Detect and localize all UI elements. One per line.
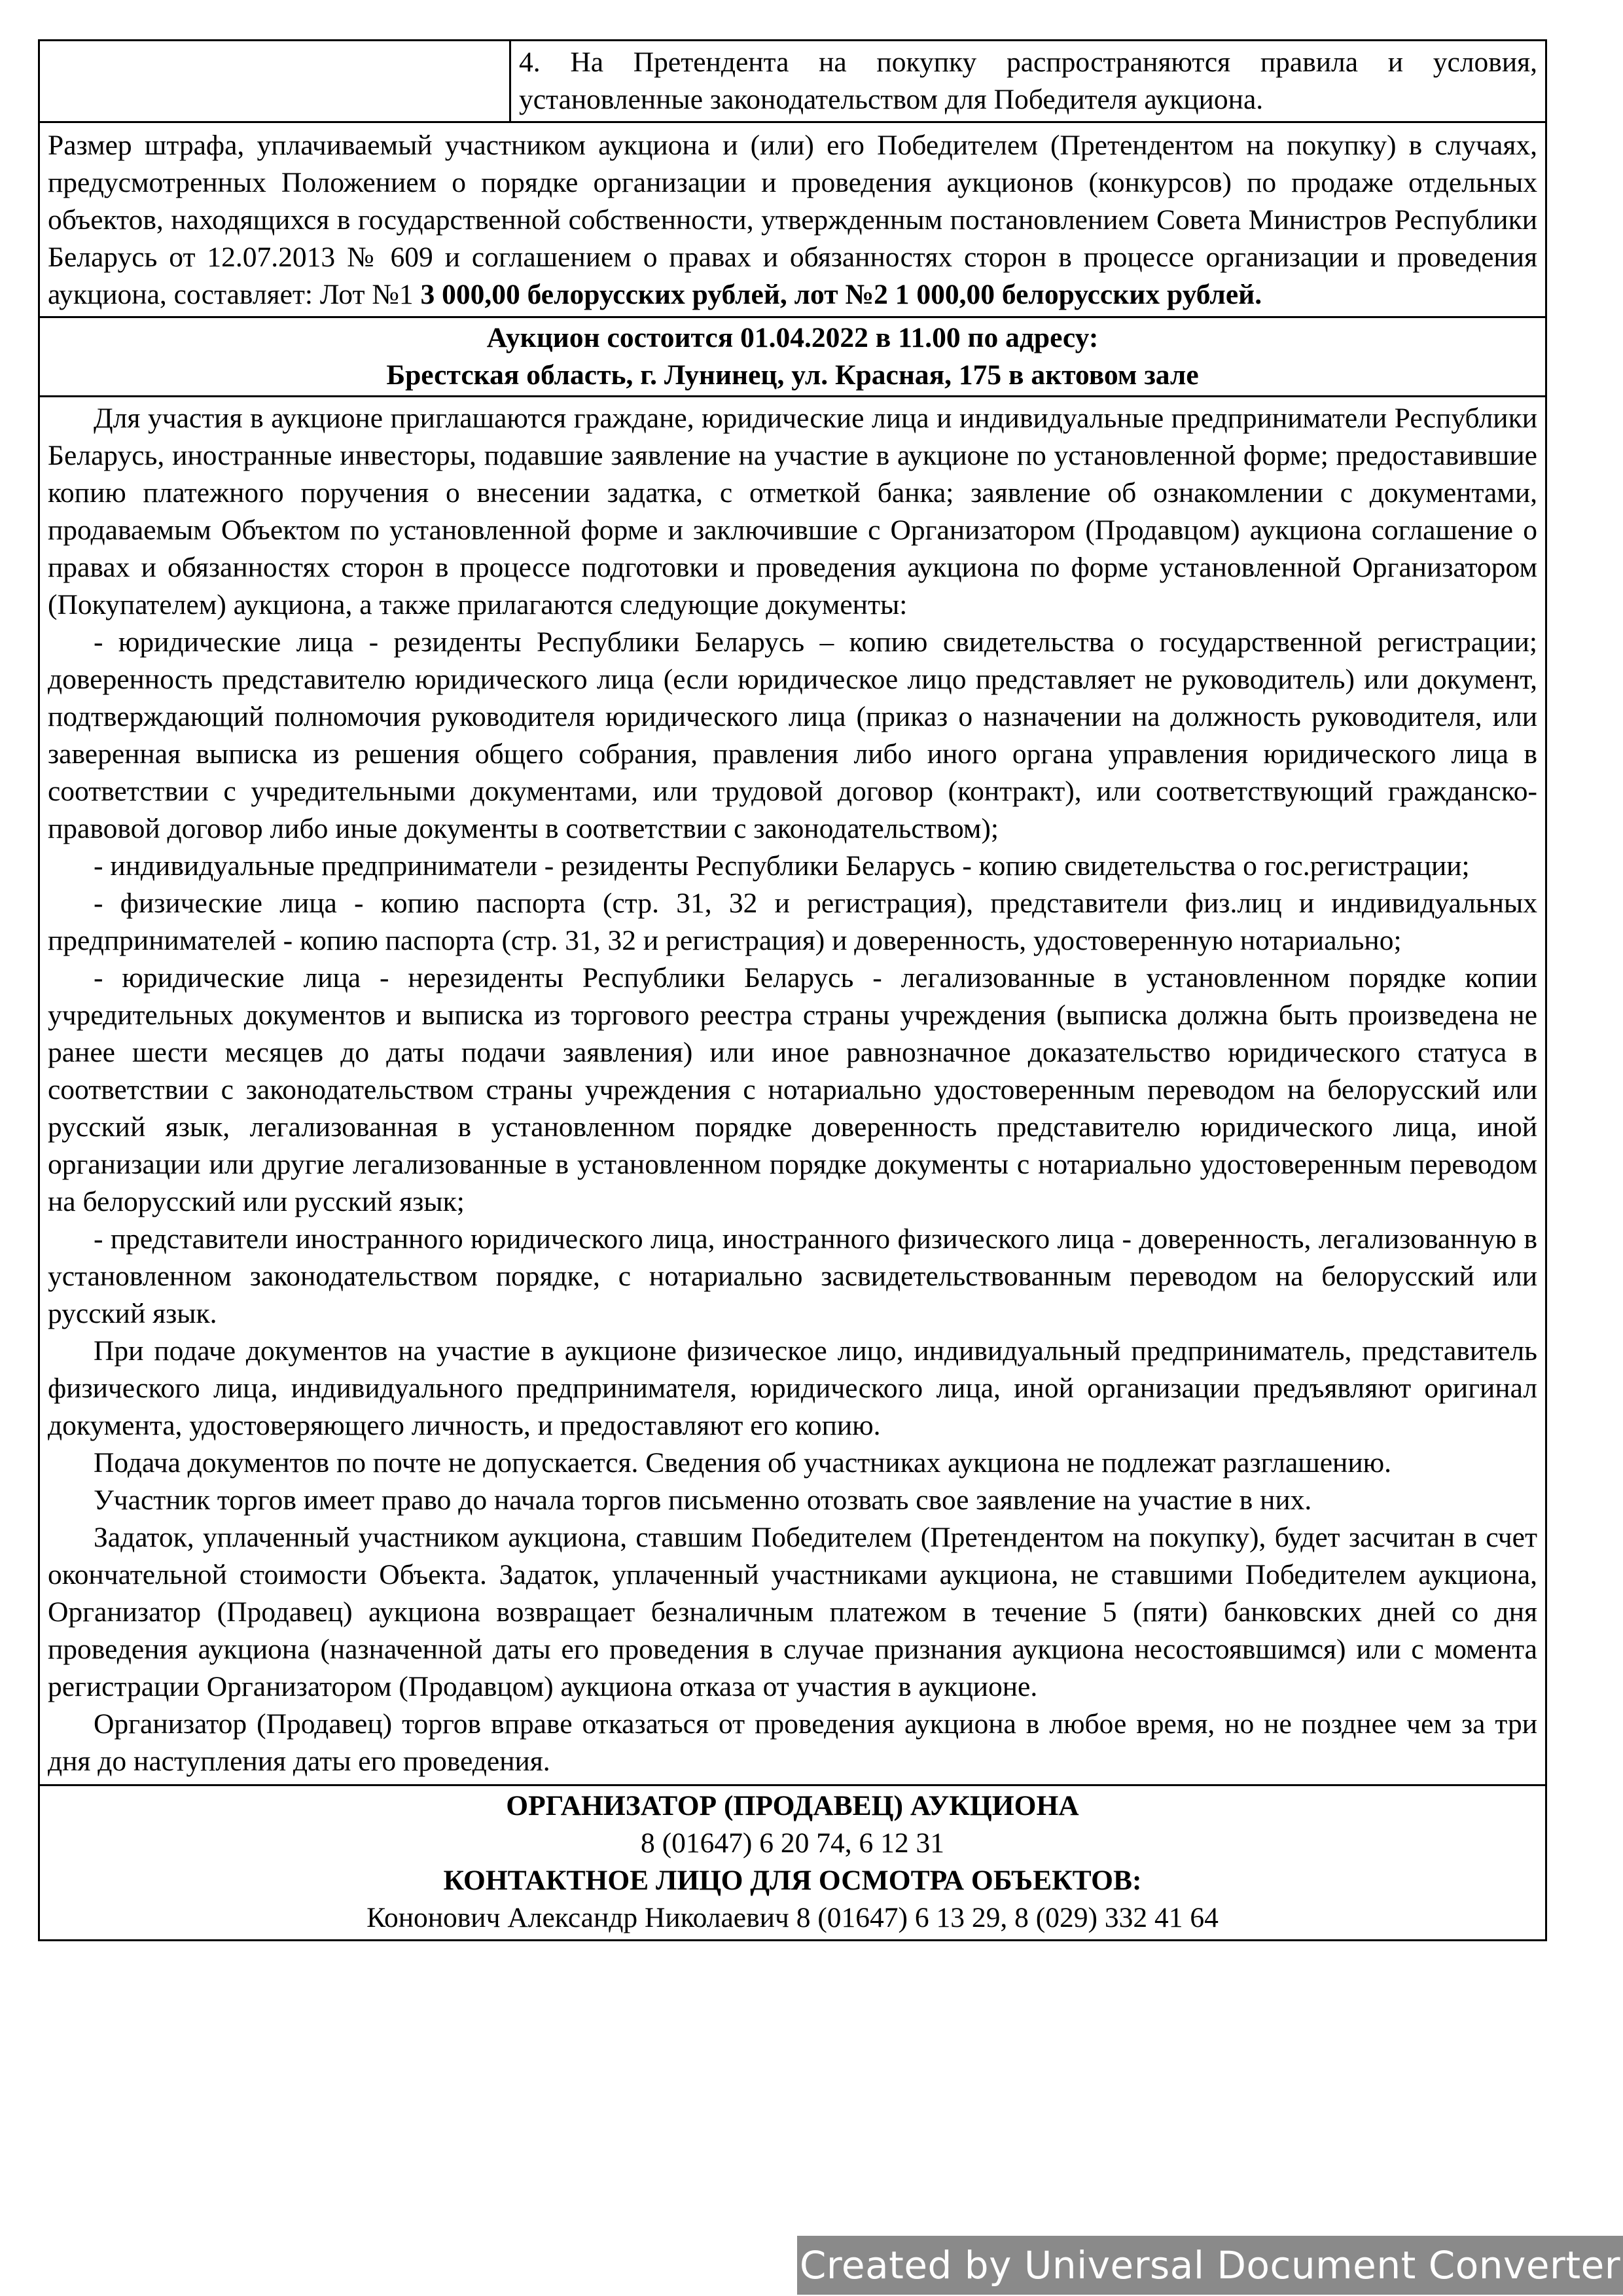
cancellation-paragraph: Организатор (Продавец) торгов вправе отказаться от проведения аукциона в любое время, но не позднее чем за три дня до наступления даты его проведения.: [48, 1708, 1537, 1777]
auction-notice-table: [38, 39, 1547, 1941]
withdrawal-paragraph: Участник торгов имеет право до начала торгов письменно отозвать свое заявление на участие в них.: [94, 1484, 1312, 1516]
foreign-representatives-paragraph: - представители иностранного юридического лица, иностранного физического лица - доверенность, легализованную в установленном законодательством порядке, с нотариально засвидетельствованным переводом на белорусский или русский язык.: [48, 1223, 1537, 1329]
conditions-row: [39, 397, 1546, 1785]
organizer-row: [39, 1785, 1546, 1941]
nonresidents-paragraph: - юридические лица - нерезиденты Республики Беларусь - легализованные в установленном порядке копии учредительных документов и выписка из торгового реестра страны учреждения (выписка должна быть произведена не ранее шести месяцев до даты подачи заявления) или иное равнозначное доказательство юридического статуса в соответствии с законодательством страны учреждения с нотариально удостоверенным переводом на белорусский или русский язык, легализованная в установленном порядке доверенность представителю юридического лица, иной организации или другие легализованные в установленном порядке документы с нотариально удостоверенным переводом на белорусский или русский язык;: [48, 962, 1537, 1217]
participants-paragraph: Для участия в аукционе приглашаются граждане, юридические лица и индивидуальные предприниматели Республики Беларусь, иностранные инвесторы, подавшие заявление на участие в аукционе по установленной форме; предоставившие копию платежного поручения о внесении задатка, с отметкой банка; заявление об ознакомлении с документами, продаваемым Объектом по установленной форме и заключившие с Организатором (Продавцом) аукциона соглашение о правах и обязанностях сторон в процессе подготовки и проведения аукциона по форме установленной Организатором (Покупателем) аукциона, а также прилагаются следующие документы:: [48, 403, 1537, 620]
conditions-cell: [39, 397, 1546, 1785]
mail-submission-paragraph: Подача документов по почте не допускается. Сведения об участниках аукциона не подлежат разглашению.: [94, 1447, 1391, 1479]
organizer-phones: 8 (01647) 6 20 74, 6 12 31: [641, 1827, 944, 1859]
organizer-cell: [39, 1785, 1546, 1941]
fine-row: [39, 122, 1546, 317]
entrepreneurs-paragraph: - индивидуальные предприниматели - резиденты Республики Беларусь - копию свидетельства о гос.регистрации;: [94, 850, 1470, 882]
lot-conditions-row: [39, 41, 1546, 122]
auction-date-line: Аукцион состоится 01.04.2022 в 11.00 по адресу:: [486, 322, 1099, 353]
empty-cell: [39, 41, 510, 122]
converter-watermark: Created by Universal Document Converter: [797, 2236, 1623, 2295]
organizer-title: ОРГАНИЗАТОР (ПРОДАВЕЦ) АУКЦИОНА: [506, 1790, 1079, 1821]
winner-rules-cell: 4. На Претендента на покупку распространяются правила и условия, установленные законодательством для Победителя аукциона.: [510, 41, 1546, 122]
identity-documents-paragraph: При подаче документов на участие в аукционе физическое лицо, индивидуальный предприниматель, представитель физического лица, индивидуального предпринимателя, юридического лица, иной организации предъявляют оригинал документа, удостоверяющего личность, и предоставляют его копию.: [48, 1335, 1537, 1441]
deposit-paragraph: Задаток, уплаченный участником аукциона, ставшим Победителем (Претендентом на покупку), будет засчитан в счет окончательной стоимости Объекта. Задаток, уплаченный участниками аукциона, не ставшими Победителем аукциона, Организатор (Продавец) аукциона возвращает безналичным платежом в течение 5 (пяти) банковских дней со дня проведения аукциона (назначенной даты его проведения в случае признания аукциона несостоявшимся) или с момента регистрации Организатором (Продавцом) аукциона отказа от участия в аукционе.: [48, 1522, 1537, 1702]
individuals-paragraph: - физические лица - копию паспорта (стр. 31, 32 и регистрация), представители физ.лиц и индивидуальных предпринимателей - копию паспорта (стр. 31, 32 и регистрация) и доверенность, удостоверенную нотариально;: [48, 888, 1537, 956]
contact-person-line: Кононович Александр Николаевич 8 (01647) 6 13 29, 8 (029) 332 41 64: [366, 1902, 1219, 1933]
document-page: [38, 39, 1547, 1941]
fine-cell: [39, 122, 1546, 317]
auction-address-line: Брестская область, г. Лунинец, ул. Красная, 175 в актовом зале: [386, 359, 1199, 391]
fine-amounts: 3 000,00 белорусских рублей, лот №2 1 000,00 белорусских рублей.: [420, 279, 1262, 310]
fine-text: Размер штрафа, уплачиваемый участником аукциона и (или) его Победителем (Претендентом на покупку) в случаях, предусмотренных Положением о порядке организации и проведения аукционов (конкурсов) по продаже отдельных объектов, находящихся в государственной собственности, утвержденным постановлением Совета Министров Республики Беларусь от 12.07.2013 № 609 и соглашением о правах и обязанностях сторон в процессе организации и проведения аукциона, составляет: Лот №1: [48, 130, 1537, 310]
venue-cell: [39, 317, 1546, 397]
residents-legal-paragraph: - юридические лица - резиденты Республики Беларусь – копию свидетельства о государственной регистрации; доверенность представителю юридического лица (если юридическое лицо представляет не руководитель) или документ, подтверждающий полномочия руководителя юридического лица (приказ о назначении на должность руководителя, или заверенная выписка из решения общего собрания, правления либо иного органа управления юридического лица в соответствии с учредительными документами, или трудовой договор (контракт), или соответствующий гражданско-правовой договор либо иные документы в соответствии с законодательством);: [48, 626, 1537, 844]
contact-title: КОНТАКТНОЕ ЛИЦО ДЛЯ ОСМОТРА ОБЪЕКТОВ:: [443, 1865, 1142, 1896]
venue-row: [39, 317, 1546, 397]
